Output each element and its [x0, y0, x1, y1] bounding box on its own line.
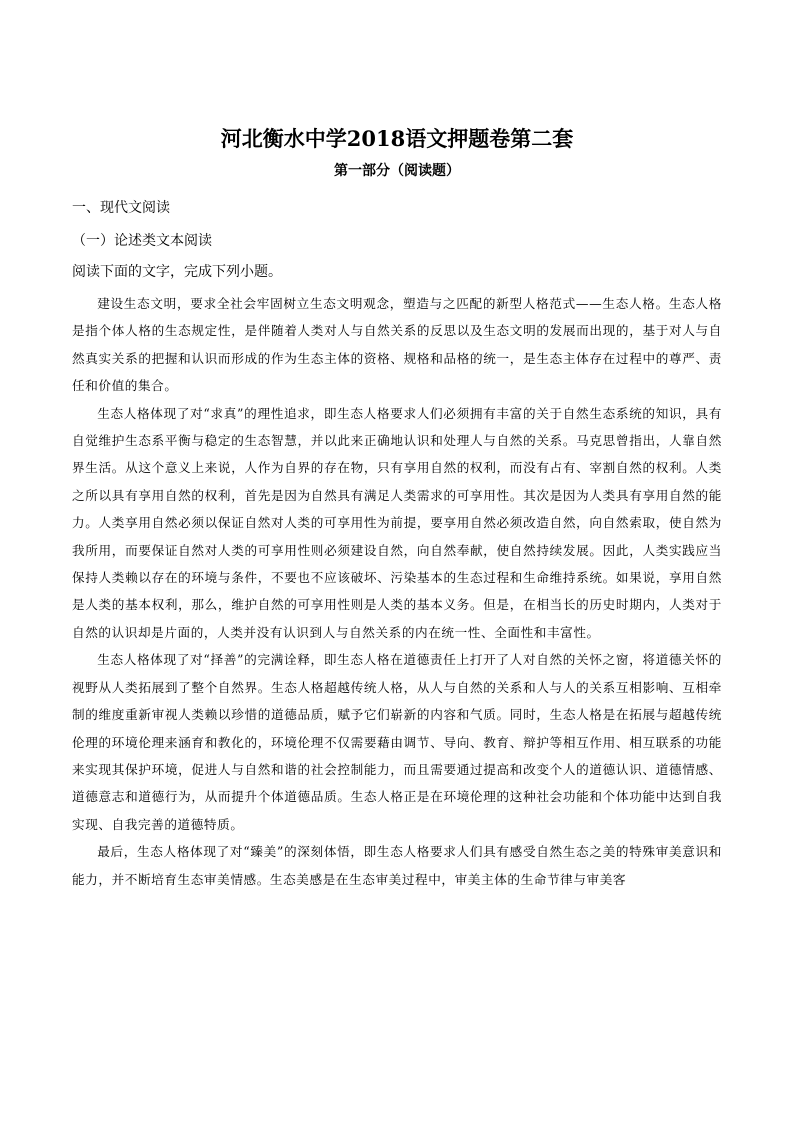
passage-paragraph-4: 最后，生态人格体现了对“臻美”的深刻体悟，即生态人格要求人们具有感受自然生态之美的特殊审美意识和能力，并不断培育生态审美情感。生态美感是在生态审美过程中，审美主体的生命节律与审美客	[72, 844, 722, 887]
passage-paragraph-3: 生态人格体现了对“择善”的完满诠释，即生态人格在道德责任上打开了人对自然的关怀之窗，将道德关怀的视野从人类拓展到了整个自然界。生态人格超越传统人格，从人与自然的关系和人与人的关系互相影响、互相牵制的维度重新审视人类赖以珍惜的道德品质，赋予它们崭新的内容和气质。同时，生态人格是在拓展与超越传统伦理的环境伦理来涵育和教化的，环境伦理不仅需要藉由调节、导向、教育、辩护等相互作用、相互联系的功能来实现其保护环境，促进人与自然和谐的社会控制能力，而且需要通过提高和改变个人的道德认识、道德情感、道德意志和道德行为，从而提升个体道德品质。生态人格正是在环境伦理的这种社会功能和个体功能中达到自我实现、自我完善的道德特质。	[72, 652, 722, 832]
section-heading: 一、现代文阅读	[72, 200, 170, 216]
passage-paragraph-1: 建设生态文明，要求全社会牢固树立生态文明观念，塑造与之匹配的新型人格范式——生态人格。生态人格是指个体人格的生态规定性，是伴随着人类对人与自然关系的反思以及生态文明的发展而出现的，基于对人与自然真实关系的把握和认识而形成的作为生态主体的资格、规格和品格的统一，是生态主体存在过程中的尊严、责任和价值的集合。	[72, 296, 722, 394]
reading-instruction: 阅读下面的文字，完成下列小题。	[72, 264, 282, 280]
subsection-heading: （一）论述类文本阅读	[72, 233, 212, 249]
document-subtitle: 第一部分（阅读题）	[334, 163, 460, 179]
passage-paragraph-2: 生态人格体现了对“求真”的理性追求，即生态人格要求人们必须拥有丰富的关于自然生态系统的知识，具有自觉维护生态系平衡与稳定的生态智慧，并以此来正确地认识和处理人与自然的关系。马克思曾指出，人靠自然界生活。从这个意义上来说，人作为自界的存在物，只有享用自然的权利，而没有占有、宰割自然的权利。人类之所以具有享用自然的权利，首先是因为自然具有满足人类需求的可享用性。其次是因为人类具有享用自然的能力。人类享用自然必须以保证自然对人类的可享用性为前提，要享用自然必须改造自然，向自然索取，使自然为我所用，而要保证自然对人类的可享用性则必须建设自然，向自然奉献，使自然持续发展。因此，人类实践应当保持人类赖以存在的环境与条件，不要也不应该破坏、污染基本的生态过程和生命维持系统。如果说，享用自然是人类的基本权利，那么，维护自然的可享用性则是人类的基本义务。但是，在相当长的历史时期内，人类对于自然的认识却是片面的，人类并没有认识到人与自然关系的内在统一性、全面性和丰富性。	[72, 405, 722, 640]
document-title: 河北衡水中学2018语文押题卷第二套	[220, 126, 574, 151]
passage-body	[72, 290, 722, 893]
